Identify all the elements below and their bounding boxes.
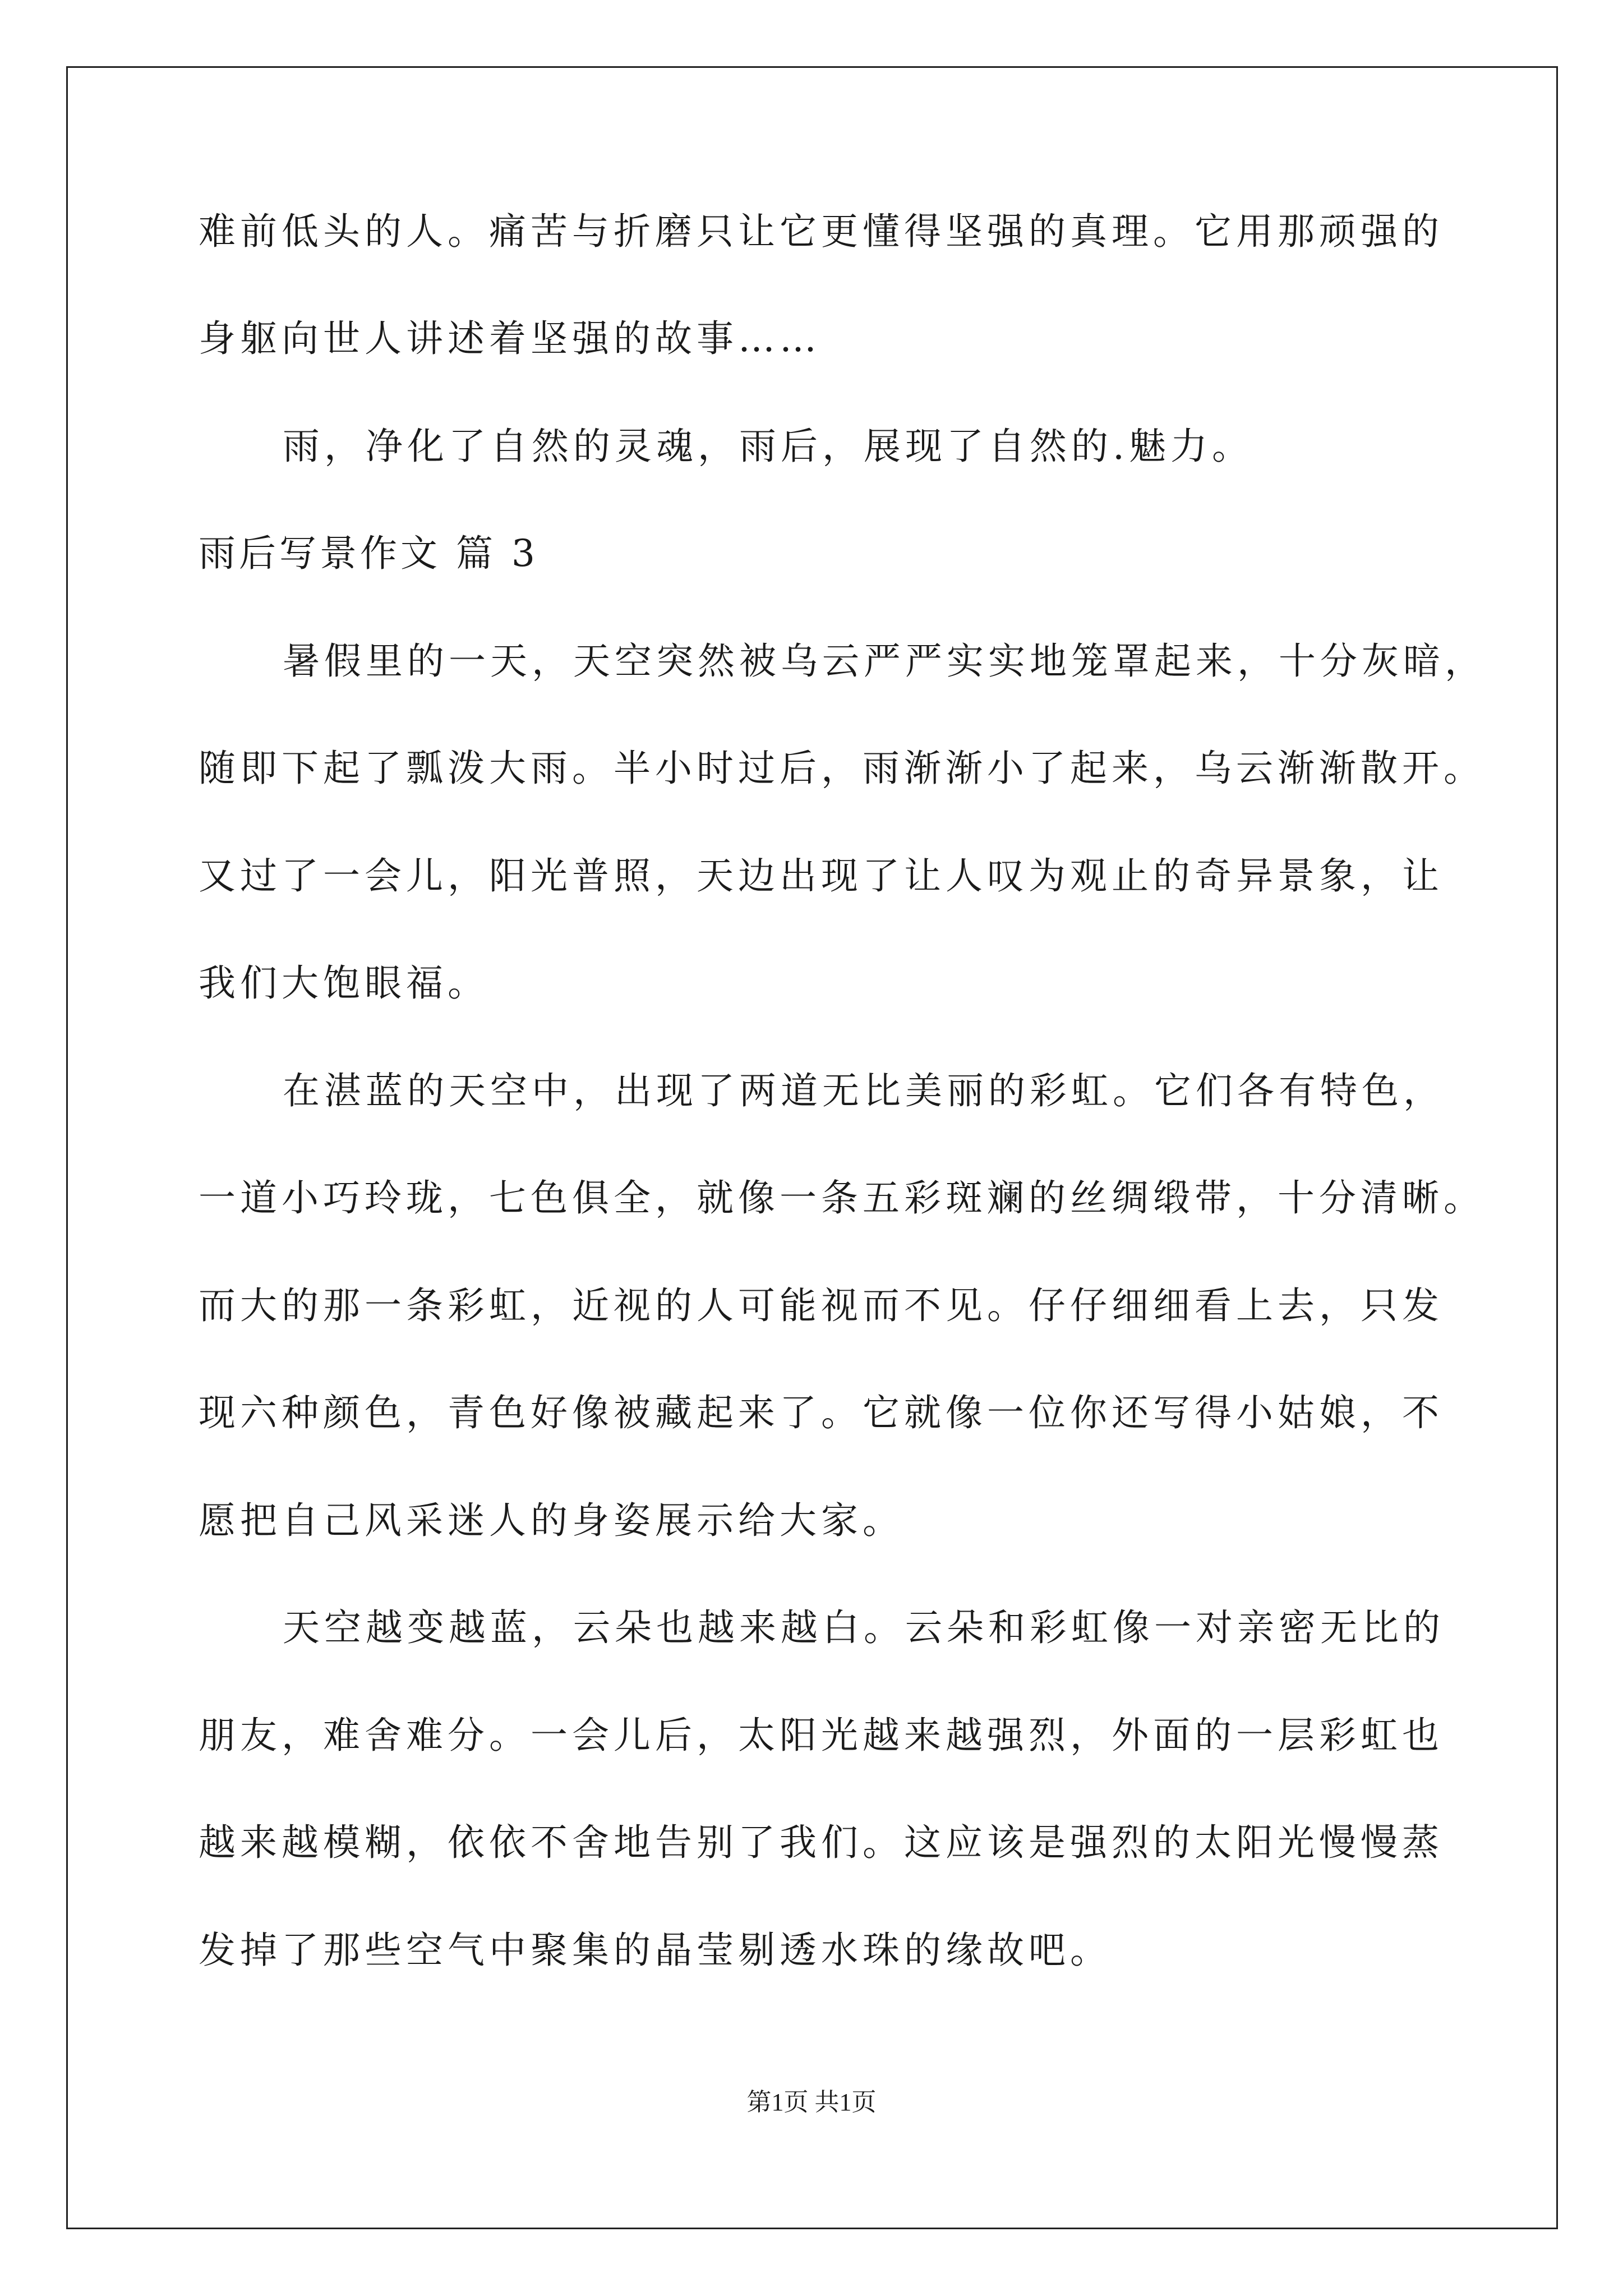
page-footer: 第1页 共1页 — [746, 2088, 877, 2116]
text-line: 难前低头的人。痛苦与折磨只让它更懂得坚强的真理。它用那顽强的 — [199, 210, 1444, 253]
text-line: 愿把自己风采迷人的身姿展示给大家。 — [199, 1499, 904, 1542]
text-line: 我们大饱眼福。 — [199, 961, 489, 1005]
paragraph-line: 雨，净化了自然的灵魂，雨后，展现了自然的.魅力。 — [283, 425, 1253, 468]
text-line: 身躯向世人讲述着坚强的故事…… — [199, 317, 821, 360]
section-heading: 雨后写景作文 篇 3 — [199, 532, 538, 575]
text-line: 而大的那一条彩虹，近视的人可能视而不见。仔仔细细看上去，只发 — [199, 1284, 1444, 1327]
text-line: 现六种颜色，青色好像被藏起来了。它就像一位你还写得小姑娘，不 — [199, 1391, 1444, 1434]
paragraph-line: 在湛蓝的天空中，出现了两道无比美丽的彩虹。它们各有特色， — [283, 1069, 1445, 1112]
text-line: 发掉了那些空气中聚集的晶莹剔透水珠的缘故吧。 — [199, 1929, 1112, 1972]
text-line: 又过了一会儿，阳光普照，天边出现了让人叹为观止的奇异景象，让 — [199, 854, 1444, 898]
text-line: 朋友，难舍难分。一会儿后，太阳光越来越强烈，外面的一层彩虹也 — [199, 1714, 1444, 1757]
text-line: 越来越模糊，依依不舍地告别了我们。这应该是强烈的太阳光慢慢蒸 — [199, 1821, 1444, 1864]
paragraph-line: 暑假里的一天，天空突然被乌云严严实实地笼罩起来，十分灰暗， — [283, 639, 1486, 683]
text-line: 一道小巧玲珑，七色俱全，就像一条五彩斑斓的丝绸缎带，十分清晰。 — [199, 1176, 1485, 1220]
page-border — [66, 66, 1558, 2229]
paragraph-line: 天空越变越蓝，云朵也越来越白。云朵和彩虹像一对亲密无比的 — [283, 1606, 1445, 1649]
text-line: 随即下起了瓢泼大雨。半小时过后，雨渐渐小了起来，乌云渐渐散开。 — [199, 747, 1485, 790]
